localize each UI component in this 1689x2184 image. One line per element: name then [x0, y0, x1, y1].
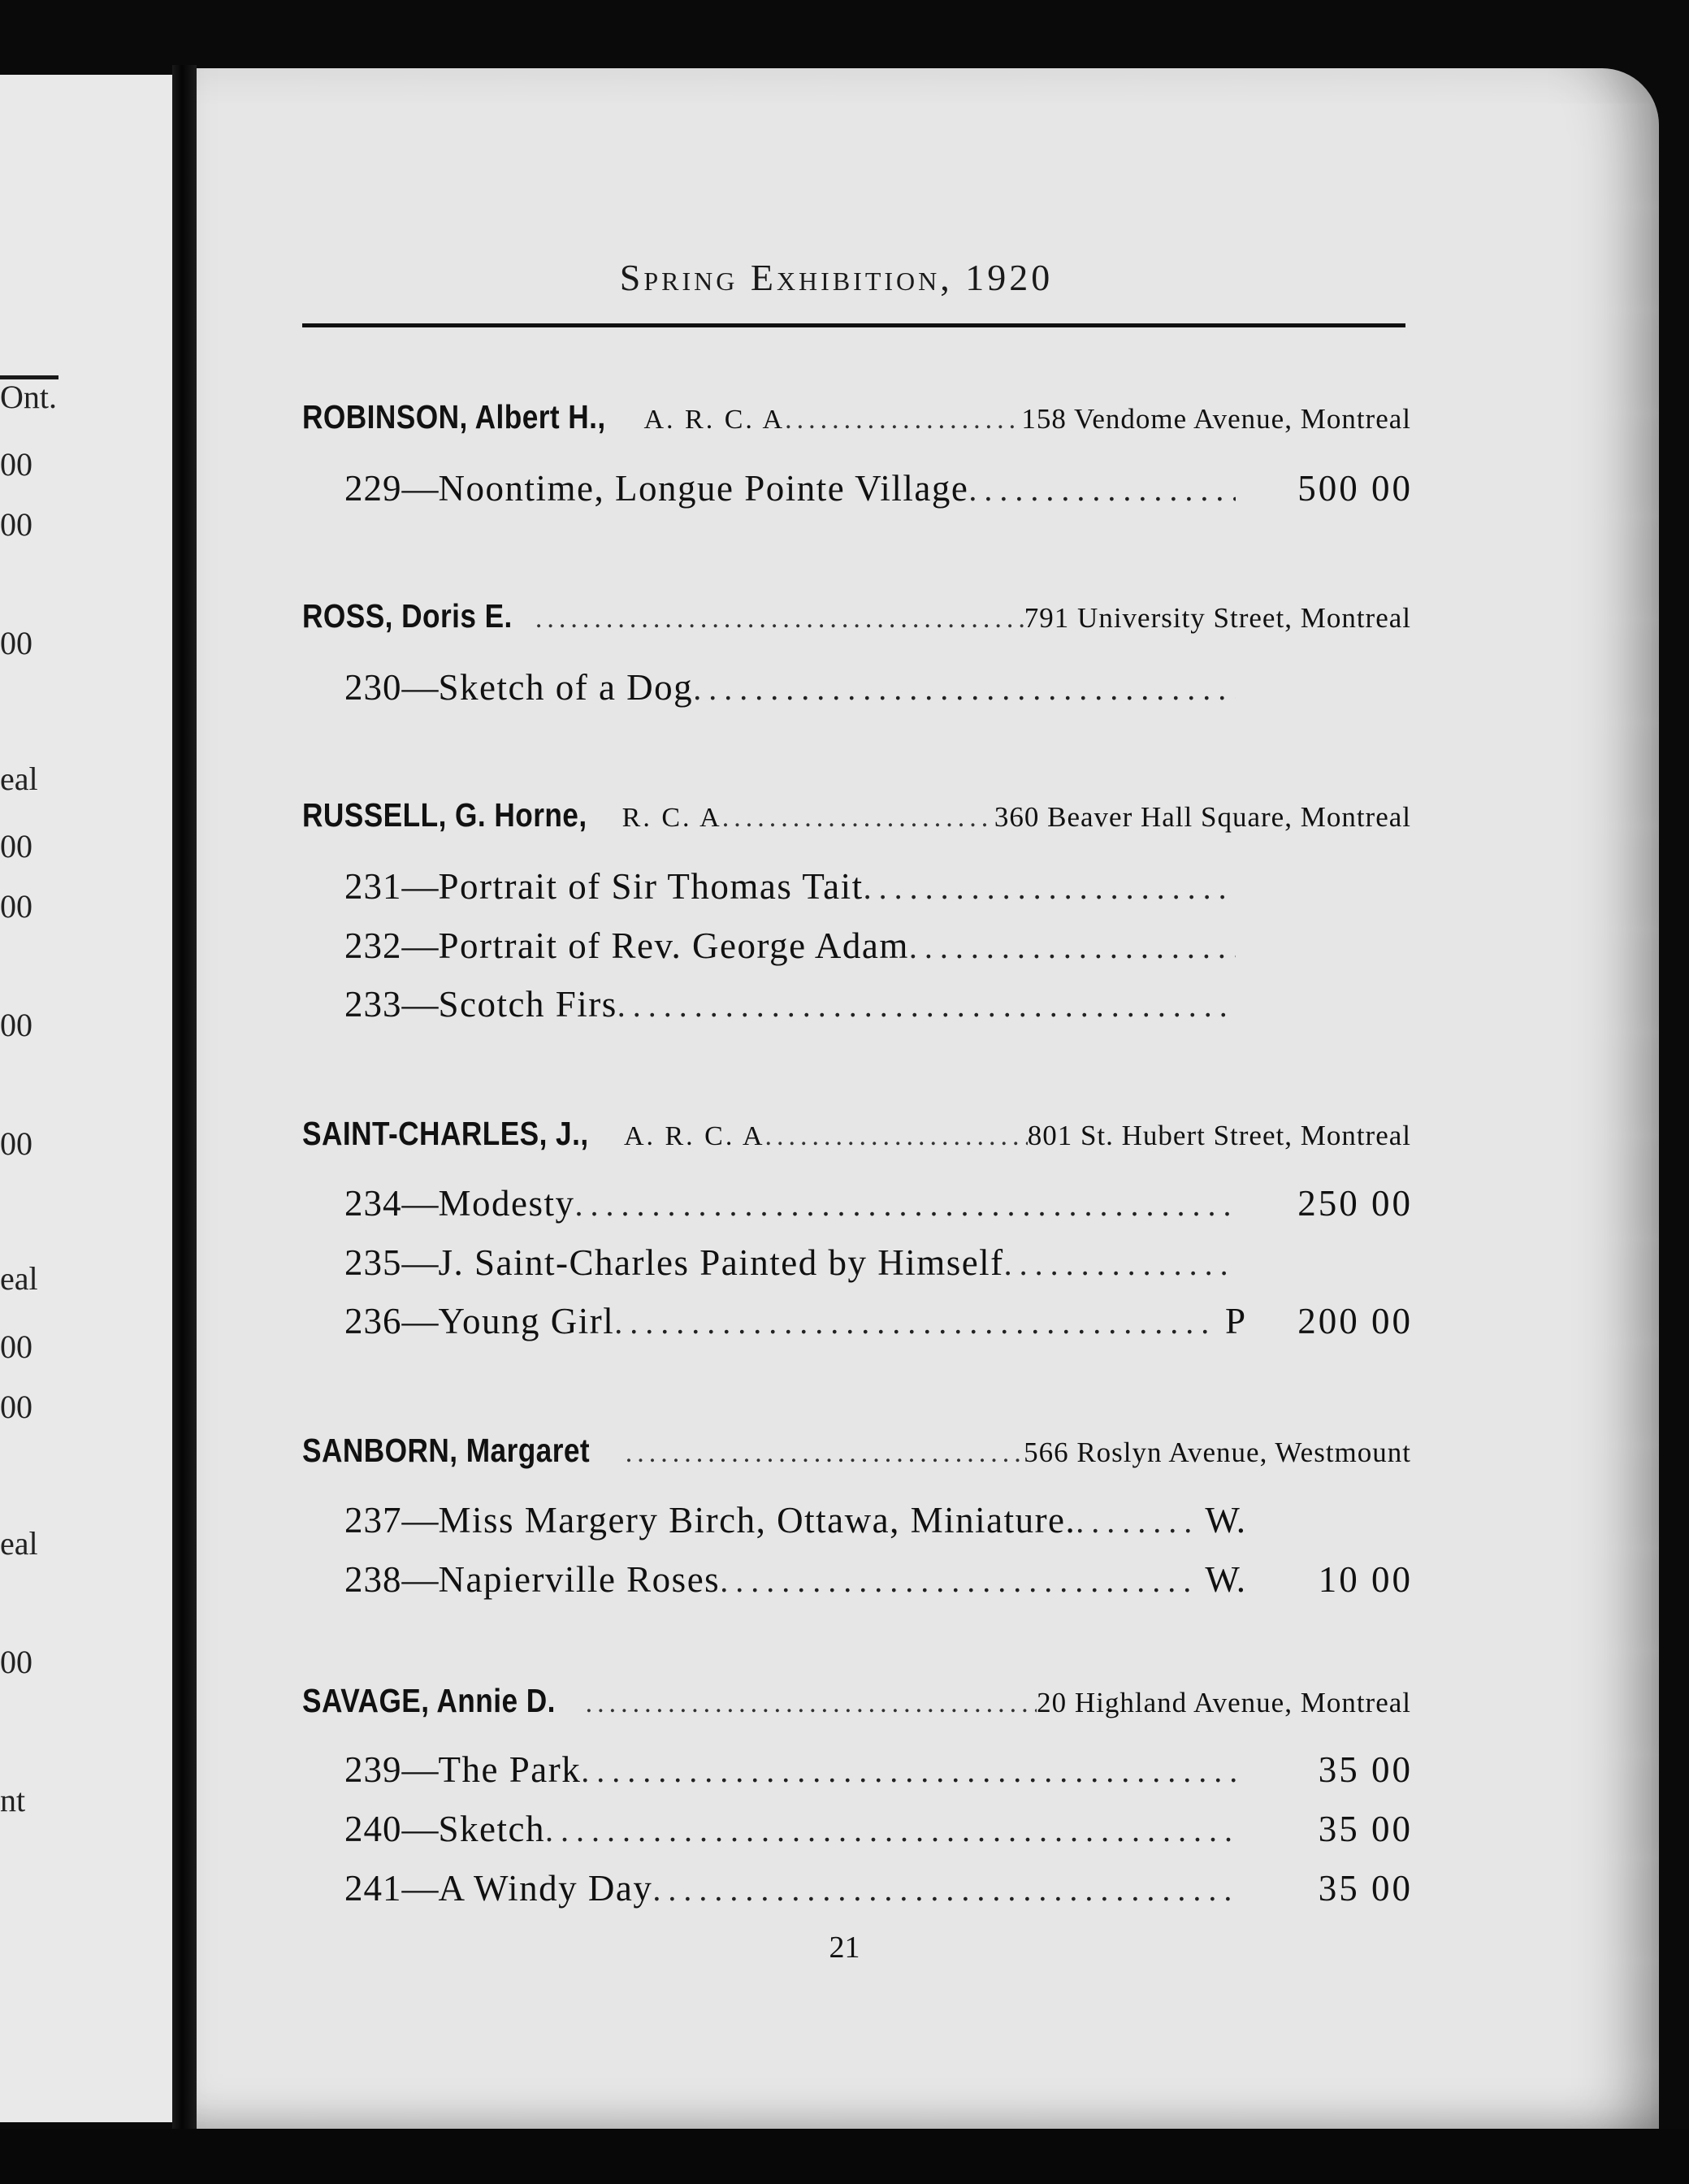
entry-number: 241: [344, 1868, 402, 1909]
entry-price: 35 00: [1318, 1868, 1413, 1909]
leader-dots: [693, 670, 1236, 708]
entry-dash: —: [401, 1301, 439, 1341]
artist-heading: [302, 597, 1411, 635]
entry-number: 233: [344, 984, 402, 1025]
left-page-fragment: 00: [0, 506, 32, 543]
leader-dots: [765, 1121, 1028, 1152]
entry-title: Portrait of Sir Thomas Tait: [438, 866, 864, 907]
left-page-fragment: 00: [0, 446, 32, 483]
left-page-fragment: nt: [0, 1782, 26, 1818]
left-page-fragment: 00: [0, 1007, 32, 1043]
artist-heading: [302, 1432, 1411, 1470]
catalogue-entry: [344, 1558, 1413, 1601]
leader-dots: [720, 1562, 1195, 1600]
entry-number: 237: [344, 1500, 402, 1540]
leader-dots: [575, 1185, 1236, 1224]
entry-price: 35 00: [1318, 1749, 1413, 1790]
entry-title: Noontime, Longue Pointe Village: [438, 468, 969, 509]
artist-address: 158 Vendome Avenue, Montreal: [1021, 403, 1411, 435]
catalogue-entry: [344, 983, 1413, 1025]
entry-price: 500 00: [1297, 468, 1413, 509]
artist-heading: [302, 796, 1411, 834]
entry-price: 35 00: [1318, 1809, 1413, 1849]
entry-number: 232: [344, 925, 402, 966]
entry-dash: —: [401, 925, 439, 966]
entry-title: Young Girl: [438, 1301, 615, 1341]
entry-mark: W.: [1205, 1559, 1245, 1600]
leader-dots: [614, 1303, 1215, 1341]
page-header: [0, 256, 1689, 299]
entry-dash: —: [401, 984, 439, 1025]
entry-dash: —: [401, 1809, 439, 1849]
artist-name: ROSS, Doris E.: [302, 597, 513, 635]
entry-number: 229: [344, 468, 402, 509]
leader-dots: [864, 869, 1236, 907]
left-page-fragment: eal: [0, 1525, 38, 1562]
entry-title: Scotch Firs: [438, 984, 617, 1025]
entry-title: Miss Margery Birch, Ottawa, Miniature.: [438, 1500, 1076, 1540]
catalogue-entry: [344, 1808, 1413, 1850]
artist-name: ROBINSON, Albert H.,: [302, 398, 606, 436]
entry-dash: —: [401, 667, 439, 708]
page-header-title: Spring Exhibition, 1920: [619, 257, 1054, 298]
entry-number: 236: [344, 1301, 402, 1341]
entry-title: The Park: [438, 1749, 582, 1790]
entry-mark: P: [1224, 1301, 1245, 1341]
artist-credentials: A. R. C. A: [643, 405, 786, 435]
artist-heading: [302, 1682, 1411, 1720]
leader-dots: [968, 470, 1236, 509]
catalogue-entry: [344, 666, 1413, 708]
catalogue-entry: [344, 1242, 1413, 1284]
artist-name: SANBORN, Margaret: [302, 1432, 591, 1469]
artist-credentials: A. R. C. A: [623, 1121, 765, 1151]
artist-name: SAVAGE, Annie D.: [302, 1682, 556, 1719]
entry-price: 250 00: [1297, 1183, 1413, 1224]
artist-address: 20 Highland Avenue, Montreal: [1037, 1687, 1411, 1718]
entry-title: A Windy Day: [438, 1868, 653, 1909]
artist-name: SAINT-CHARLES, J.,: [302, 1115, 589, 1152]
entry-dash: —: [401, 1242, 439, 1283]
leader-dots: [652, 1870, 1236, 1909]
left-page-fragment: eal: [0, 1260, 38, 1297]
artist-address: 791 University Street, Montreal: [1024, 602, 1411, 634]
entry-mark: W.: [1205, 1500, 1245, 1540]
entry-number: 230: [344, 667, 402, 708]
left-page-fragment: 00: [0, 1328, 32, 1365]
entry-number: 239: [344, 1749, 402, 1790]
entry-price: 200 00: [1297, 1301, 1413, 1341]
leader-dots: [1076, 1502, 1195, 1540]
entry-dash: —: [401, 1868, 439, 1909]
scan-bottom-edge: [0, 2129, 1689, 2184]
left-page-fragment: 00: [0, 1389, 32, 1425]
entry-dash: —: [401, 1500, 439, 1540]
leader-dots: [626, 1438, 1024, 1469]
entry-title: Sketch: [438, 1809, 545, 1849]
entry-title: Modesty: [438, 1183, 575, 1224]
leader-dots: [581, 1752, 1236, 1790]
book-gutter: [172, 65, 197, 2129]
catalogue-entry: [344, 1182, 1413, 1224]
artist-address: 801 St. Hubert Street, Montreal: [1027, 1120, 1411, 1151]
leader-dots: [722, 803, 994, 834]
artist-heading: [302, 1115, 1411, 1153]
entry-number: 240: [344, 1809, 402, 1849]
entry-dash: —: [401, 866, 439, 907]
header-rule: [302, 323, 1405, 327]
leader-dots: [586, 1688, 1037, 1719]
catalogue-entry: [344, 1867, 1413, 1909]
artist-address: 360 Beaver Hall Square, Montreal: [994, 801, 1411, 833]
catalogue-entry: [344, 1300, 1413, 1342]
entry-dash: —: [401, 468, 439, 509]
page-number: 21: [829, 1930, 860, 1965]
entry-number: 238: [344, 1559, 402, 1600]
leader-dots: [909, 928, 1236, 966]
entry-dash: —: [401, 1559, 439, 1600]
entry-number: 234: [344, 1183, 402, 1224]
leader-dots: [535, 604, 1024, 635]
artist-heading: [302, 398, 1411, 436]
entry-number: 235: [344, 1242, 402, 1283]
artist-credentials: R. C. A: [621, 803, 722, 833]
artist-name: RUSSELL, G. Horne,: [302, 796, 587, 834]
entry-title: Portrait of Rev. George Adam: [438, 925, 909, 966]
entry-dash: —: [401, 1183, 439, 1224]
catalogue-entry: [344, 1748, 1413, 1791]
entry-title: Napierville Roses: [438, 1559, 721, 1600]
catalogue-entry: [344, 1499, 1413, 1541]
leader-dots: [1004, 1245, 1236, 1283]
entry-dash: —: [401, 1749, 439, 1790]
catalogue-entry: [344, 865, 1413, 908]
leader-dots: [545, 1811, 1236, 1849]
catalogue-entry: [344, 467, 1413, 509]
left-page-fragment: 00: [0, 625, 32, 661]
left-page-fragment: 00: [0, 1125, 32, 1162]
leader-dots: [617, 986, 1236, 1025]
left-page-fragment: 00: [0, 1644, 32, 1680]
entry-title: Sketch of a Dog: [438, 667, 694, 708]
entry-number: 231: [344, 866, 402, 907]
leader-dots: [785, 405, 1021, 436]
left-page-fragment: 00: [0, 828, 32, 864]
entry-title: J. Saint-Charles Painted by Himself: [438, 1242, 1004, 1283]
left-page-fragment: Ont.: [0, 379, 57, 415]
entry-price: 10 00: [1318, 1559, 1413, 1600]
catalogue-entry: [344, 925, 1413, 967]
left-page-fragment: eal: [0, 760, 38, 797]
left-page-fragment: 00: [0, 888, 32, 925]
artist-address: 566 Roslyn Avenue, Westmount: [1024, 1436, 1411, 1468]
